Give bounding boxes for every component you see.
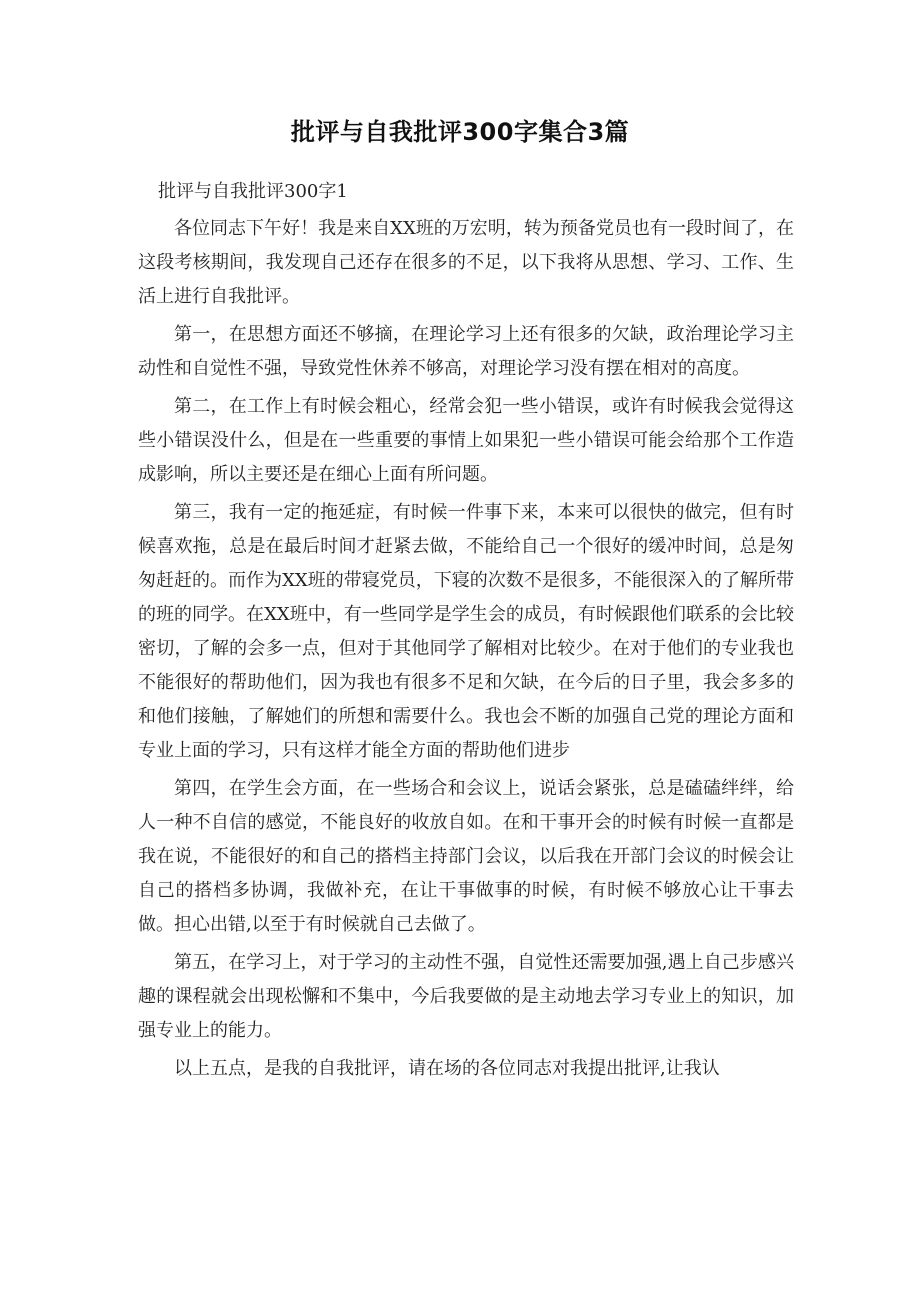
paragraph-intro: 各位同志下午好！我是来自XX班的万宏明，转为预备党员也有一段时间了，在这段考核期间，我发现自己还存在很多的不足，以下我将从思想、学习、工作、生活上进行自我批评。 [138,218,794,307]
paragraph-second-point: 第二，在工作上有时候会粗心，经常会犯一些小错误，或许有时候我会觉得这些小错误没什么，但是在一些重要的事情上如果犯一些小错误可能会给那个工作造成影响，所以主要还是在细心上面有所问题。 [138,396,794,485]
paragraph-fourth-point: 第四，在学生会方面，在一些场合和会议上，说话会紧张，总是磕磕绊绊，给人一种不自信的感觉，不能良好的收放自如。在和干事开会的时候有时候一直都是我在说，不能很好的和自己的搭档主持部门会议，以后我在开部门会议的时候会让自己的搭档多协调，我做补充，在让干事做事的时候，有时候不够放心让干事去做。担心出错,以至于有时候就自己去做了。 [138,778,794,935]
section-subtitle: 批评与自我批评300字1 [158,181,348,202]
paragraph-third-point: 第三，我有一定的拖延症，有时候一件事下来，本来可以很快的做完，但有时候喜欢拖，总是在最后时间才赶紧去做，不能给自己一个很好的缓冲时间，总是匆匆赶赶的。而作为XX班的带寝党员，下寝的次数不是很多，不能很深入的了解所带的班的同学。在XX班中，有一些同学是学生会的成员，有时候跟他们联系的会比较密切，了解的会多一点，但对于其他同学了解相对比较少。在对于他们的专业我也不能很好的帮助他们，因为我也有很多不足和欠缺，在今后的日子里，我会多多的和他们接触，了解她们的所想和需要什么。我也会不断的加强自己党的理论方面和专业上面的学习，只有这样才能全方面的帮助他们进步 [138,502,794,761]
paragraph-fifth-point: 第五，在学习上，对于学习的主动性不强，自觉性还需要加强,遇上自己步感兴趣的课程就会出现松懈和不集中，今后我要做的是主动地去学习专业上的知识，加强专业上的能力。 [138,952,794,1041]
paragraph-first-point: 第一，在思想方面还不够摘，在理论学习上还有很多的欠缺，政治理论学习主动性和自觉性不强，导致党性休养不够高，对理论学习没有摆在相对的高度。 [138,324,794,379]
paragraph-conclusion: 以上五点，是我的自我批评，请在场的各位同志对我提出批评,让我认 [174,1058,720,1079]
document-title: 批评与自我批评300字集合3篇 [290,118,630,146]
document-body [138,178,794,1090]
